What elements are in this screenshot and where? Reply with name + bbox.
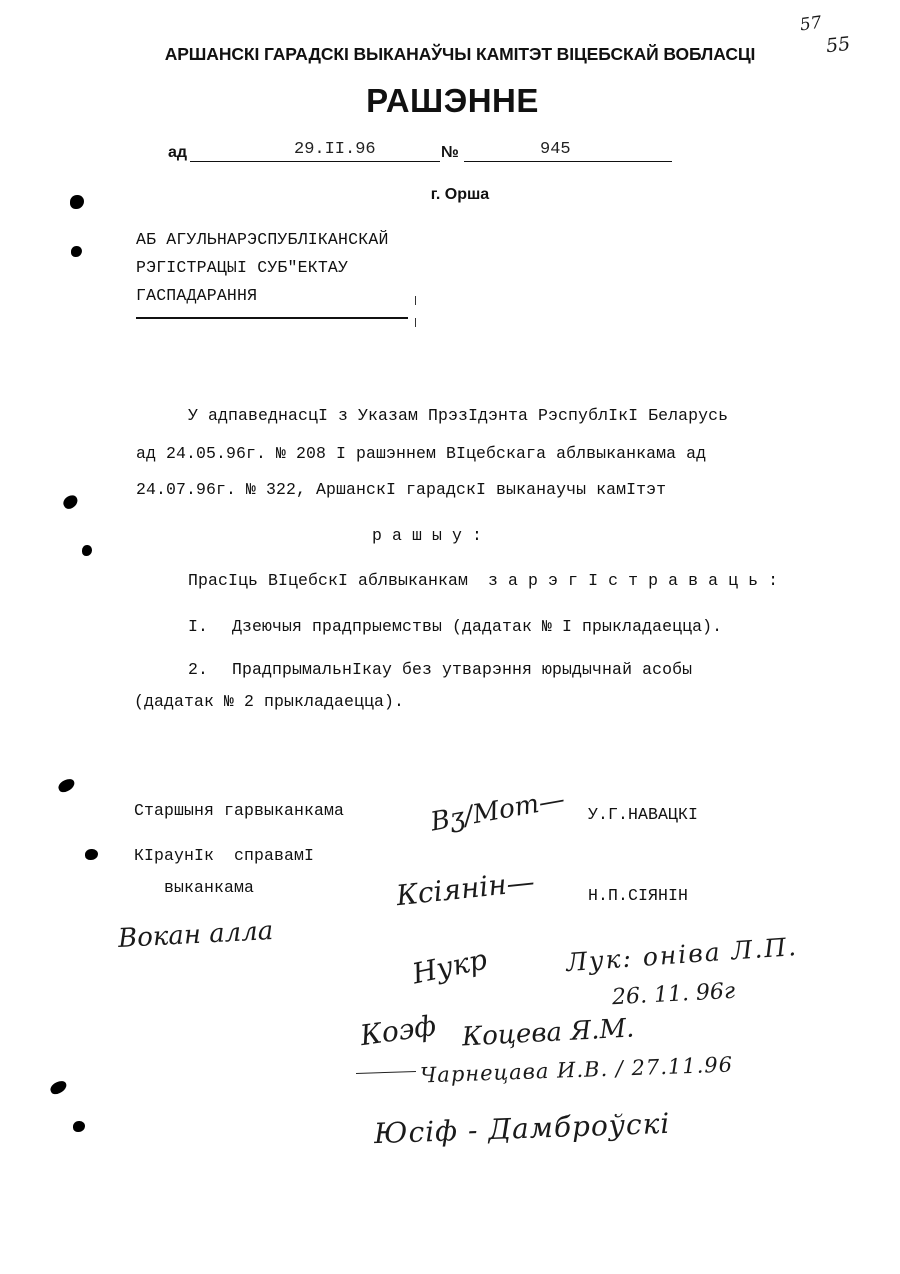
handwritten-note-1: Лук: оніва Л.П.	[565, 931, 799, 978]
item-2-text: ПрадпрымальнIкау без утварэння юрыдычнай асобы	[232, 660, 693, 679]
preamble-line-2: ад 24.05.96г. № 208 I рашэннем ВIцебскага аблвыканкама ад	[136, 444, 707, 463]
handwritten-signature-1: Нукр	[409, 942, 490, 991]
signatory-1-name: У.Г.НАВАЦКІ	[588, 805, 699, 824]
city: г. Орша	[430, 186, 490, 203]
handwritten-signature-2: Коэф	[358, 1008, 439, 1053]
margin-tick	[415, 296, 416, 305]
signatory-2-name: Н.П.СІЯНІН	[588, 886, 689, 905]
subject-underline	[136, 317, 408, 319]
binder-hole-mark	[73, 1121, 85, 1132]
document-title: РАШЭННЕ	[366, 82, 539, 119]
handwritten-stroke	[356, 1071, 416, 1074]
binder-hole-mark	[85, 849, 98, 860]
request-line: ПрасIць ВIцебскI аблвыканкам з а р э г I с т р а в а ц ь :	[188, 571, 779, 590]
decides-word: р а ш ы у :	[372, 526, 483, 545]
handwritten-note-2: Коцева Я.М.	[461, 1013, 636, 1053]
organization-name: АРШАНСКІ ГАРАДСКІ ВЫКАНАЎЧЫ КАМІТЭТ ВІЦЕБСКАЙ ВОБЛАСЦІ	[164, 44, 756, 64]
subject-block	[136, 226, 389, 310]
binder-hole-mark	[70, 195, 84, 209]
folio-old-number: 57	[798, 12, 823, 36]
binder-hole-mark	[56, 777, 76, 794]
folio-new-number: 55	[824, 32, 852, 58]
date-underline	[190, 161, 440, 162]
binder-hole-mark	[48, 1079, 68, 1096]
handwritten-note-3: Чарнецава И.В. / 27.11.96	[419, 1052, 734, 1088]
signatory-2-signature: Ксіянін—	[394, 864, 537, 913]
signatory-1-position: Старшыня гарвыканкама	[134, 801, 345, 820]
handwritten-note-1-date: 26. 11. 96г	[611, 978, 736, 1011]
signatory-2-position-line-1: КIраунIк справамI	[134, 846, 315, 865]
signatory-1-signature: Вʒ/Мот—	[428, 784, 568, 838]
item-2-number: 2.	[188, 660, 209, 679]
signatory-2-position-line-2: выканкама	[164, 878, 255, 897]
binder-hole-mark	[82, 545, 92, 556]
handwritten-note-4: Юсіф - Дамброўскі	[373, 1106, 671, 1151]
preamble-line-1: У адпаведнасцІ з Указам ПрэзIдэнта РэспублIкI Беларусь	[188, 406, 729, 425]
date-number-row	[168, 140, 678, 166]
subject-line-3: ГАСПАДАРАННЯ	[136, 286, 258, 305]
number-label: №	[441, 144, 459, 161]
binder-hole-mark	[61, 493, 80, 511]
binder-hole-mark	[71, 246, 82, 257]
item-1-number: I.	[188, 617, 209, 636]
subject-line-1: АБ АГУЛЬНАРЭСПУБЛІКАНСКАЙ	[136, 230, 389, 249]
margin-tick	[415, 318, 416, 327]
handwritten-left-note: Вокан алла	[117, 915, 274, 955]
number-value: 945	[540, 140, 571, 159]
item-1-text: Дзеючыя прадпрыемствы (дадатак № I прыкладаецца).	[232, 617, 723, 636]
number-underline	[464, 161, 672, 162]
preamble-line-3: 24.07.96г. № 322, АршанскI гарадскI выканаучы камIтэт	[136, 480, 667, 499]
item-2-continuation: (дадатак № 2 прыкладаецца).	[134, 692, 405, 711]
subject-line-2: РЭГІСТРАЦЫІ СУБ"ЕКТАУ	[136, 258, 349, 277]
date-label: ад	[168, 144, 188, 161]
date-value: 29.II.96	[294, 140, 376, 159]
